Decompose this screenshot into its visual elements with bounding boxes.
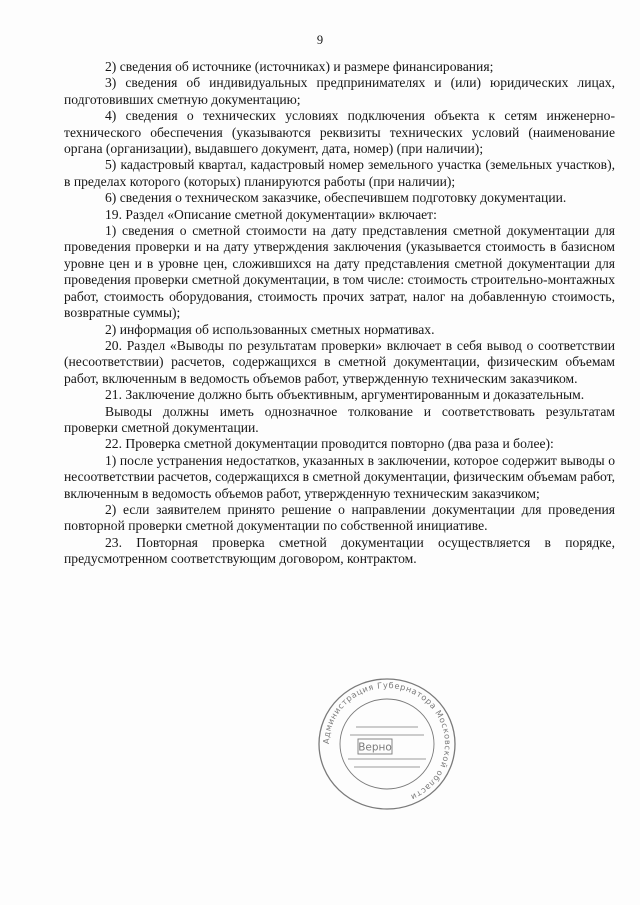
paragraph: 21. Заключение должно быть объективным, аргументированным и доказательным.	[105, 387, 585, 403]
paragraph: 2) если заявителем принято решение о направлении документации для проведения повторной проверки сметной документации по собственной инициативе.	[64, 501, 615, 534]
paragraph: 6) сведения о техническом заказчике, обеспечившем подготовку документации.	[105, 190, 567, 206]
stamp-seal	[314, 675, 460, 813]
section-heading: 22. Проверка сметной документации проводится повторно (два раза и более):	[105, 436, 554, 452]
page-number: 9	[316, 33, 324, 47]
paragraph: 2) сведения об источнике (источниках) и размере финансирования;	[105, 59, 494, 74]
paragraph: 4) сведения о технических условиях подключения объекта к сетям инженерно-технического обеспечения (указываются реквизиты технических условий (наименование органа (организации), выдавшего документ, дата, номер) (при наличии);	[64, 108, 615, 157]
paragraph: 5) кадастровый квартал, кадастровый номер земельного участка (земельных участков), в пределах которого (которых) планируются работы (при наличии);	[64, 157, 615, 189]
stamp-label: Верно	[358, 741, 392, 754]
paragraph: 2) информация об использованных сметных нормативах.	[105, 321, 435, 337]
paragraph: 3) сведения об индивидуальных предпринимателях и (или) юридических лицах, подготовивших сметную документацию;	[64, 75, 615, 107]
certification-stamp	[314, 675, 460, 813]
section-heading: 23. Повторная проверка сметной документации осуществляется в порядке, предусмотренном соответствующим договором, контрактом.	[64, 534, 615, 567]
paragraph: 1) сведения о сметной стоимости на дату представления сметной документации для проведения проверки и на дату утверждения заключения (указывается стоимость в базисном уровне цен и в уровне цен, сложившихся на дату представления сметной документации для проведения проверки сметной документации, в том числе: стоимость строительно-монтажных работ, стоимость оборудования, стоимость прочих затрат, налог на добавленную стоимость, возвратные суммы);	[64, 223, 615, 321]
section-heading: 20. Раздел «Выводы по результатам проверки» включает в себя вывод о соответствии (несоответствии) расчетов, содержащихся в сметной документации, физическим объемам работ, включенным в ведомость объемов работ, утвержденную техническим заказчиком.	[64, 337, 615, 386]
section-heading: 19. Раздел «Описание сметной документации» включает:	[105, 206, 437, 222]
document-body	[64, 59, 615, 568]
paragraph: Выводы должны иметь однозначное толкование и соответствовать результатам проверки сметной документации.	[64, 403, 615, 435]
stamp-ring-text: Администрация Губернатора Московской области	[320, 679, 454, 803]
paragraph: 1) после устранения недостатков, указанных в заключении, которое содержит выводы о несоответствии расчетов, содержащихся в сметной документации, физическим объемам работ, включенным в ведомость объемов работ, утвержденную техническим заказчиком;	[64, 452, 615, 501]
